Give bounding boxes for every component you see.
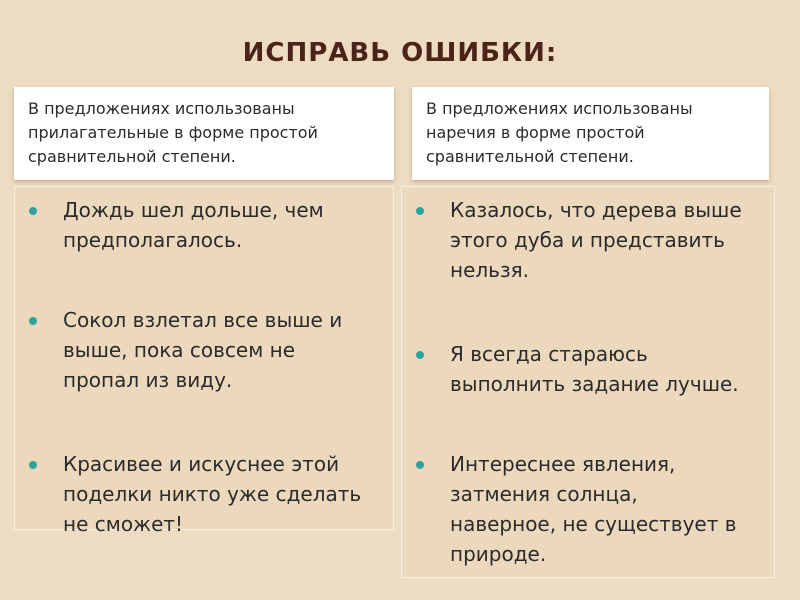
right-header-line: наречия в форме простой bbox=[426, 123, 645, 142]
bullet-line: Красивее и искуснее этой bbox=[63, 452, 340, 476]
bullet-line: не сможет! bbox=[63, 512, 184, 536]
bullet-item bbox=[29, 305, 389, 395]
bullet-line: поделки никто уже сделать bbox=[63, 482, 362, 506]
bullet-line: Интереснее явления, bbox=[450, 452, 676, 476]
bullet-dot-icon bbox=[416, 207, 424, 215]
left-header-box bbox=[14, 87, 394, 180]
bullet-item bbox=[416, 339, 766, 399]
bullet-line: Дождь шел дольше, чем bbox=[63, 198, 324, 222]
bullet-dot-icon bbox=[29, 317, 37, 325]
bullet-line: предполагалось. bbox=[63, 228, 243, 252]
left-header-line: В предложениях использованы bbox=[28, 99, 295, 118]
bullet-line: нельзя. bbox=[450, 258, 529, 282]
bullet-item bbox=[416, 195, 766, 285]
bullet-item bbox=[29, 195, 389, 255]
bullet-dot-icon bbox=[29, 461, 37, 469]
bullet-dot-icon bbox=[416, 461, 424, 469]
bullet-dot-icon bbox=[416, 351, 424, 359]
bullet-line: этого дуба и представить bbox=[450, 228, 725, 252]
left-column bbox=[14, 186, 394, 536]
left-header-line: прилагательные в форме простой bbox=[28, 123, 318, 142]
right-header-line: В предложениях использованы bbox=[426, 99, 693, 118]
bullet-dot-icon bbox=[29, 207, 37, 215]
bullet-line: пропал из виду. bbox=[63, 368, 233, 392]
right-header-line: сравнительной степени. bbox=[426, 147, 634, 166]
bullet-line: выполнить задание лучше. bbox=[450, 372, 739, 396]
bullet-item bbox=[29, 449, 389, 539]
right-header-box bbox=[412, 87, 769, 180]
bullet-line: затмения солнца, bbox=[450, 482, 638, 506]
slide-title: ИСПРАВЬ ОШИБКИ: bbox=[242, 38, 558, 68]
left-header-line: сравнительной степени. bbox=[28, 147, 236, 166]
bullet-item bbox=[416, 449, 766, 569]
bullet-line: Я всегда стараюсь bbox=[450, 342, 648, 366]
bullet-line: Сокол взлетал все выше и bbox=[63, 308, 343, 332]
bullet-line: выше, пока совсем не bbox=[63, 338, 296, 362]
right-column bbox=[401, 186, 775, 578]
bullet-line: наверное, не существует в bbox=[450, 512, 737, 536]
bullet-line: Казалось, что дерева выше bbox=[450, 198, 742, 222]
bullet-line: природе. bbox=[450, 542, 547, 566]
